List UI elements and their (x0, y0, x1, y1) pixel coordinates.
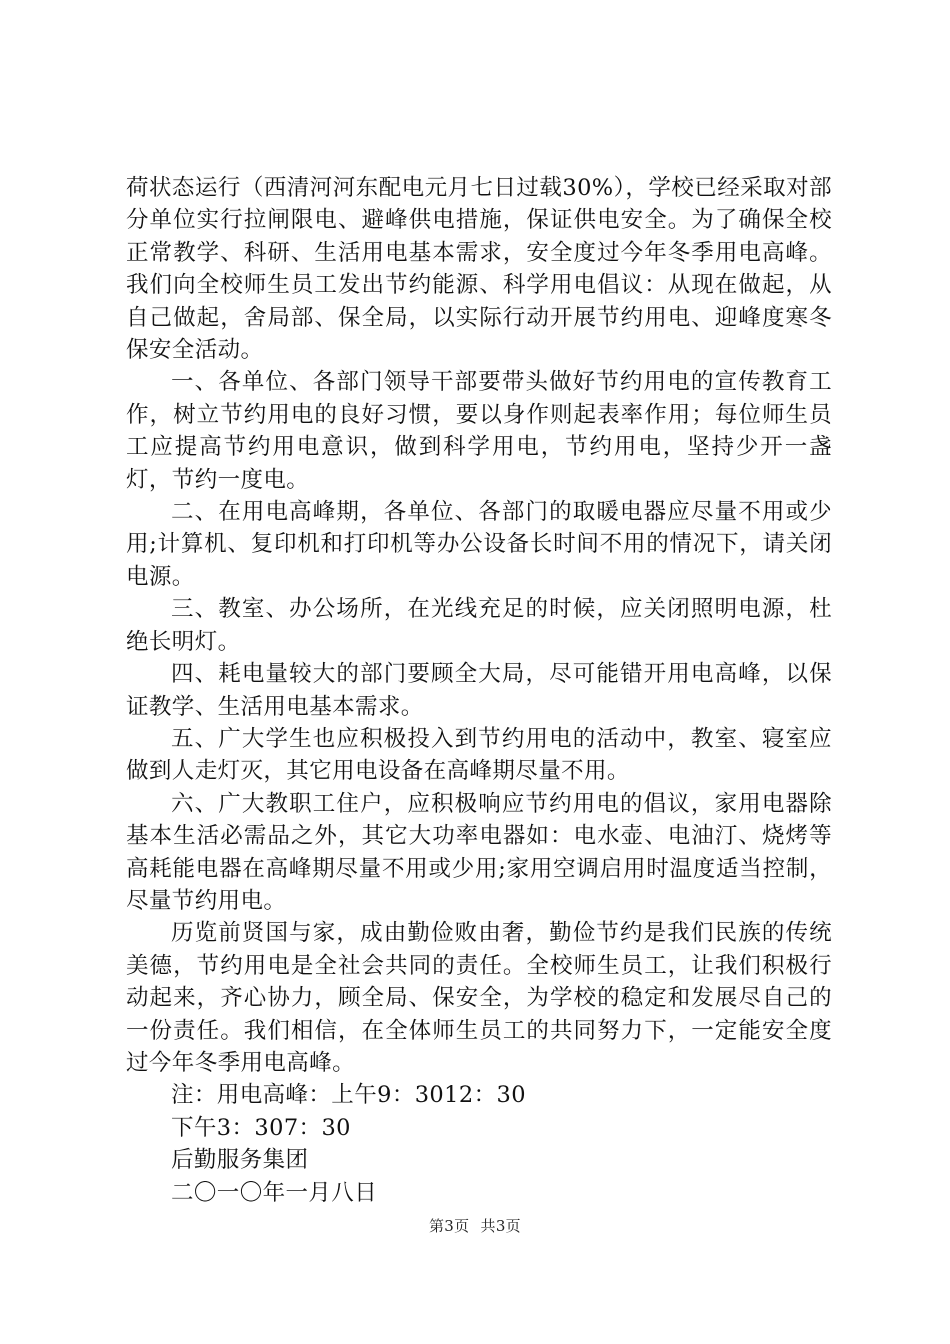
body-paragraph: 历览前贤国与家，成由勤俭败由奢，勤俭节约是我们民族的传统美德，节约用电是全社会共同的责任。全校师生员工，让我们积极行动起来，齐心协力，顾全局、保安全，为学校的稳定和发展尽自己的一份责任。我们相信，在全体师生员工的共同努力下，一定能安全度过今年冬季用电高峰。 (126, 920, 832, 1076)
body-paragraph: 六、广大教职工住户，应积极响应节约用电的倡议，家用电器除基本生活必需品之外，其它大功率电器如：电水壶、电油汀、烧烤等高耗能电器在高峰期尽量不用或少用;家用空调启用时温度适当控制，尽量节约用电。 (126, 790, 832, 914)
body-paragraph: 三、教室、办公场所，在光线充足的时候，应关闭照明电源，杜绝长明灯。 (126, 596, 832, 655)
signature-organization: 后勤服务集团 (171, 1147, 309, 1174)
body-paragraph: 四、耗电量较大的部门要顾全大局，尽可能错开用电高峰，以保证教学、生活用电基本需求。 (126, 661, 832, 720)
page-footer (0, 1215, 950, 1236)
document-body (126, 172, 832, 1209)
body-paragraph: 荷状态运行（西清河河东配电元月七日过载30%），学校已经采取对部分单位实行拉闸限电、避峰供电措施，保证供电安全。为了确保全校正常教学、科研、生活用电基本需求，安全度过今年冬季用电高峰。我们向全校师生员工发出节约能源、科学用电倡议：从现在做起，从自己做起，舍局部、保全局，以实际行动开展节约用电、迎峰度寒冬保安全活动。 (126, 175, 832, 364)
page-number-current: 第3页 (429, 1217, 470, 1235)
peak-hours-note: 注：用电高峰：上午9：3012：30 (171, 1082, 526, 1109)
body-paragraph: 二、在用电高峰期，各单位、各部门的取暖电器应尽量不用或少用;计算机、复印机和打印机等办公设备长时间不用的情况下，请关闭电源。 (126, 499, 832, 590)
body-paragraph: 五、广大学生也应积极投入到节约用电的活动中，教室、寝室应做到人走灯灭，其它用电设备在高峰期尽量不用。 (126, 725, 832, 785)
signature-date: 二〇一〇年一月八日 (171, 1179, 378, 1206)
page-number-total: 共3页 (480, 1217, 521, 1235)
peak-hours-afternoon: 下午3：307：30 (171, 1114, 351, 1141)
body-paragraph: 一、各单位、各部门领导干部要带头做好节约用电的宣传教育工作，树立节约用电的良好习惯，要以身作则起表率作用；每位师生员工应提高节约用电意识，做到科学用电，节约用电，坚持少开一盏灯，节约一度电。 (126, 369, 832, 493)
